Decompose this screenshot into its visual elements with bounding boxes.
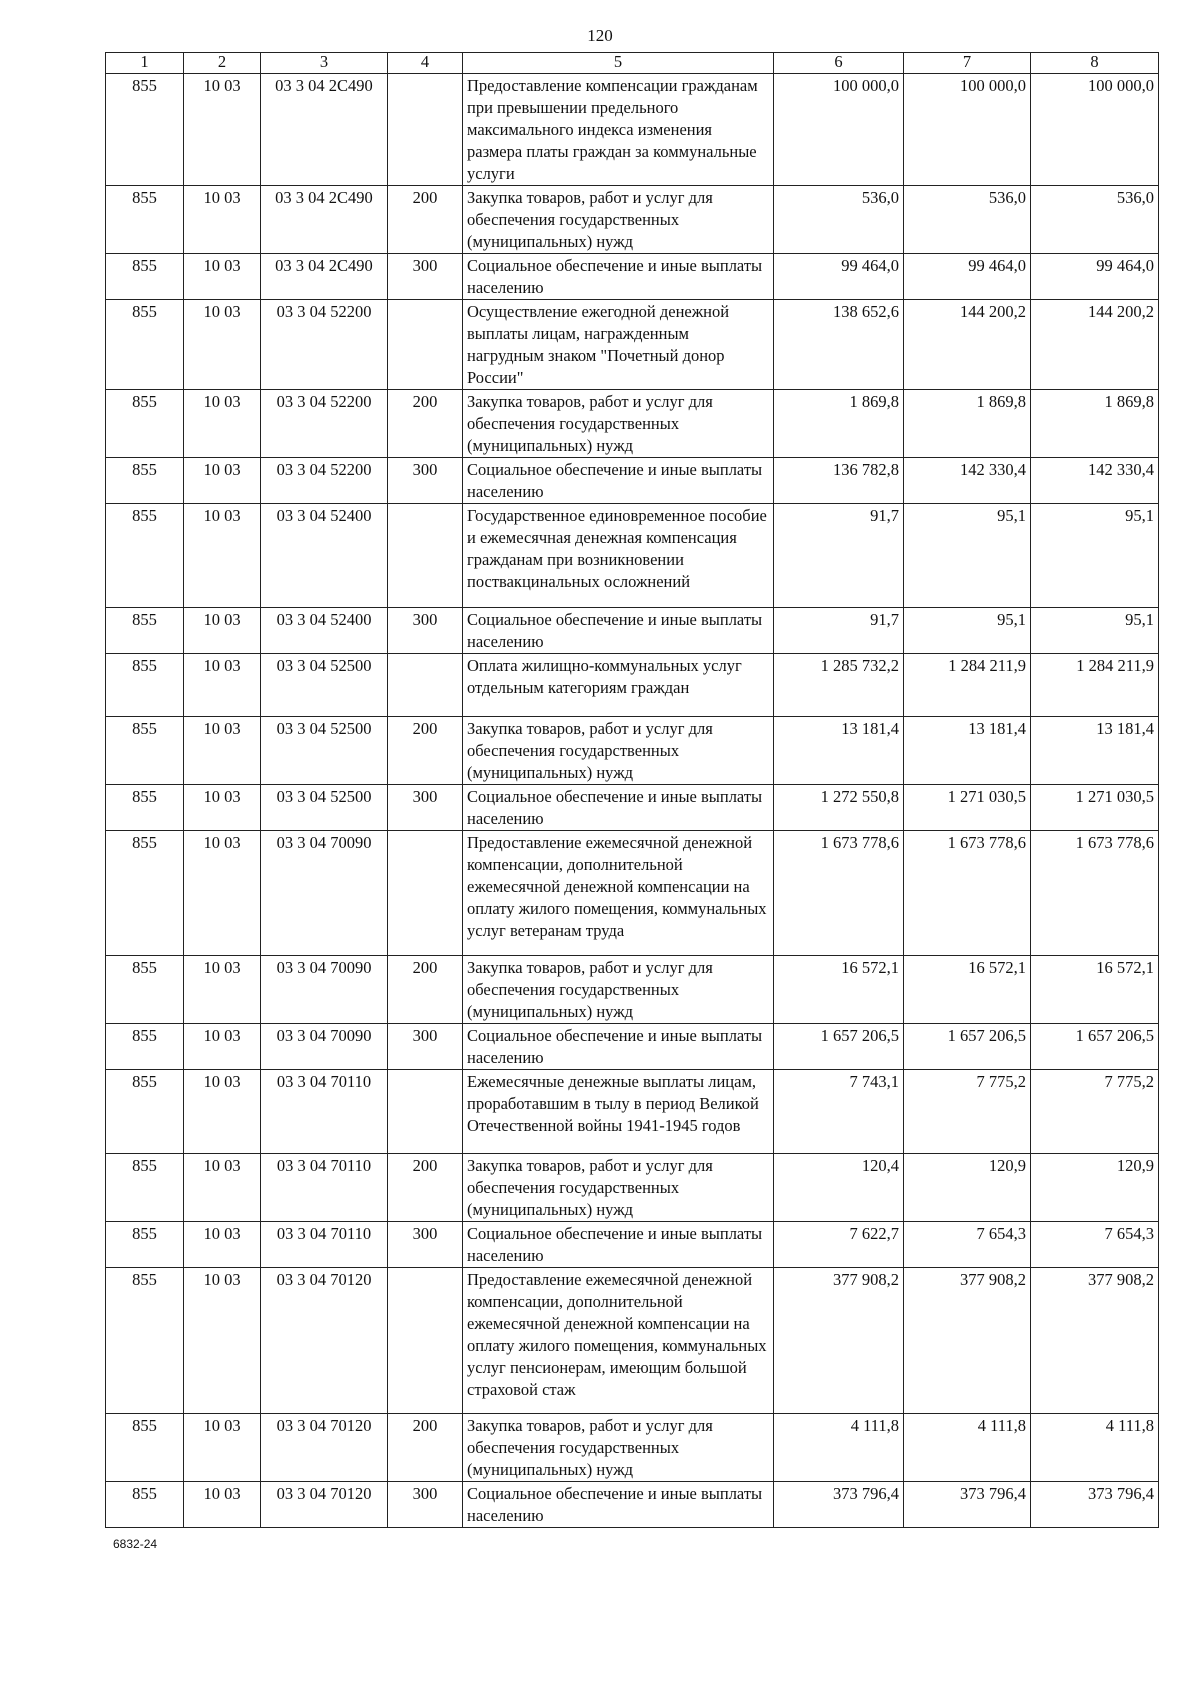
table-row — [106, 300, 1159, 390]
cell-admin-code: 855 — [106, 654, 184, 717]
cell-amount-year-2: 4 111,8 — [904, 1414, 1031, 1482]
document-code: 6832-24 — [113, 1537, 158, 1551]
cell-expense-type: 200 — [388, 1414, 463, 1482]
column-header-7: 7 — [904, 53, 1031, 74]
cell-expense-type: 300 — [388, 254, 463, 300]
cell-amount-year-2: 373 796,4 — [904, 1482, 1031, 1528]
table-row — [106, 654, 1159, 717]
cell-section-code: 10 03 — [184, 390, 261, 458]
cell-amount-year-3: 95,1 — [1031, 608, 1159, 654]
column-header-3: 3 — [261, 53, 388, 74]
cell-amount-year-3: 1 869,8 — [1031, 390, 1159, 458]
cell-description: Закупка товаров, работ и услуг для обеспечения государственных (муниципальных) нужд — [463, 956, 774, 1024]
cell-amount-year-1: 136 782,8 — [774, 458, 904, 504]
cell-target-article: 03 3 04 70090 — [261, 831, 388, 956]
table-row — [106, 1414, 1159, 1482]
cell-admin-code: 855 — [106, 1024, 184, 1070]
cell-amount-year-2: 377 908,2 — [904, 1268, 1031, 1414]
cell-amount-year-1: 138 652,6 — [774, 300, 904, 390]
cell-expense-type — [388, 1070, 463, 1154]
cell-target-article: 03 3 04 70120 — [261, 1268, 388, 1414]
cell-admin-code: 855 — [106, 1414, 184, 1482]
cell-amount-year-2: 536,0 — [904, 186, 1031, 254]
cell-expense-type: 300 — [388, 608, 463, 654]
cell-expense-type: 200 — [388, 390, 463, 458]
table-row — [106, 1154, 1159, 1222]
cell-description: Закупка товаров, работ и услуг для обеспечения государственных (муниципальных) нужд — [463, 1154, 774, 1222]
column-header-4: 4 — [388, 53, 463, 74]
cell-section-code: 10 03 — [184, 1482, 261, 1528]
cell-amount-year-3: 536,0 — [1031, 186, 1159, 254]
table-row — [106, 1222, 1159, 1268]
cell-amount-year-2: 1 271 030,5 — [904, 785, 1031, 831]
cell-amount-year-3: 1 271 030,5 — [1031, 785, 1159, 831]
cell-amount-year-3: 7 775,2 — [1031, 1070, 1159, 1154]
cell-admin-code: 855 — [106, 254, 184, 300]
cell-expense-type: 200 — [388, 186, 463, 254]
cell-section-code: 10 03 — [184, 504, 261, 608]
cell-amount-year-1: 536,0 — [774, 186, 904, 254]
cell-amount-year-1: 4 111,8 — [774, 1414, 904, 1482]
cell-admin-code: 855 — [106, 186, 184, 254]
table-row — [106, 831, 1159, 956]
budget-table — [105, 52, 1159, 1528]
cell-expense-type: 300 — [388, 785, 463, 831]
cell-amount-year-2: 95,1 — [904, 504, 1031, 608]
cell-admin-code: 855 — [106, 458, 184, 504]
cell-expense-type — [388, 504, 463, 608]
cell-section-code: 10 03 — [184, 1024, 261, 1070]
cell-amount-year-2: 1 673 778,6 — [904, 831, 1031, 956]
cell-admin-code: 855 — [106, 608, 184, 654]
cell-amount-year-2: 1 869,8 — [904, 390, 1031, 458]
cell-admin-code: 855 — [106, 390, 184, 458]
cell-description: Социальное обеспечение и иные выплаты населению — [463, 1482, 774, 1528]
cell-amount-year-2: 120,9 — [904, 1154, 1031, 1222]
cell-admin-code: 855 — [106, 1268, 184, 1414]
cell-target-article: 03 3 04 70110 — [261, 1222, 388, 1268]
cell-section-code: 10 03 — [184, 1268, 261, 1414]
cell-admin-code: 855 — [106, 1222, 184, 1268]
cell-amount-year-3: 99 464,0 — [1031, 254, 1159, 300]
cell-amount-year-2: 1 284 211,9 — [904, 654, 1031, 717]
column-header-1: 1 — [106, 53, 184, 74]
cell-admin-code: 855 — [106, 1070, 184, 1154]
cell-target-article: 03 3 04 70120 — [261, 1414, 388, 1482]
cell-admin-code: 855 — [106, 300, 184, 390]
cell-amount-year-3: 16 572,1 — [1031, 956, 1159, 1024]
cell-amount-year-1: 120,4 — [774, 1154, 904, 1222]
cell-amount-year-2: 99 464,0 — [904, 254, 1031, 300]
cell-description: Ежемесячные денежные выплаты лицам, проработавшим в тылу в период Великой Отечественной войны 1941-1945 годов — [463, 1070, 774, 1154]
cell-target-article: 03 3 04 52400 — [261, 608, 388, 654]
cell-description: Закупка товаров, работ и услуг для обеспечения государственных (муниципальных) нужд — [463, 186, 774, 254]
cell-amount-year-3: 142 330,4 — [1031, 458, 1159, 504]
cell-amount-year-2: 100 000,0 — [904, 74, 1031, 186]
cell-amount-year-1: 377 908,2 — [774, 1268, 904, 1414]
cell-description: Социальное обеспечение и иные выплаты населению — [463, 254, 774, 300]
cell-section-code: 10 03 — [184, 717, 261, 785]
column-header-8: 8 — [1031, 53, 1159, 74]
cell-amount-year-3: 144 200,2 — [1031, 300, 1159, 390]
cell-target-article: 03 3 04 52200 — [261, 390, 388, 458]
cell-section-code: 10 03 — [184, 300, 261, 390]
table-row — [106, 390, 1159, 458]
cell-target-article: 03 3 04 52500 — [261, 785, 388, 831]
cell-target-article: 03 3 04 52500 — [261, 654, 388, 717]
cell-section-code: 10 03 — [184, 608, 261, 654]
cell-section-code: 10 03 — [184, 458, 261, 504]
cell-amount-year-1: 7 622,7 — [774, 1222, 904, 1268]
cell-amount-year-3: 120,9 — [1031, 1154, 1159, 1222]
cell-amount-year-3: 4 111,8 — [1031, 1414, 1159, 1482]
header-row — [106, 53, 1159, 74]
cell-target-article: 03 3 04 52200 — [261, 300, 388, 390]
cell-description: Осуществление ежегодной денежной выплаты лицам, награжденным нагрудным знаком "Почетный донор России" — [463, 300, 774, 390]
cell-section-code: 10 03 — [184, 1154, 261, 1222]
cell-target-article: 03 3 04 2C490 — [261, 74, 388, 186]
cell-amount-year-2: 95,1 — [904, 608, 1031, 654]
cell-section-code: 10 03 — [184, 74, 261, 186]
cell-expense-type: 300 — [388, 1222, 463, 1268]
cell-expense-type: 300 — [388, 1024, 463, 1070]
cell-description: Предоставление компенсации гражданам при превышении предельного максимального индекса изменения размера платы граждан за коммунальные услуги — [463, 74, 774, 186]
cell-expense-type: 200 — [388, 1154, 463, 1222]
cell-amount-year-3: 7 654,3 — [1031, 1222, 1159, 1268]
table-row — [106, 458, 1159, 504]
cell-amount-year-3: 95,1 — [1031, 504, 1159, 608]
cell-description: Закупка товаров, работ и услуг для обеспечения государственных (муниципальных) нужд — [463, 390, 774, 458]
cell-section-code: 10 03 — [184, 1222, 261, 1268]
cell-amount-year-1: 1 673 778,6 — [774, 831, 904, 956]
cell-amount-year-2: 16 572,1 — [904, 956, 1031, 1024]
column-header-6: 6 — [774, 53, 904, 74]
cell-amount-year-1: 13 181,4 — [774, 717, 904, 785]
table-row — [106, 608, 1159, 654]
cell-admin-code: 855 — [106, 1482, 184, 1528]
table-row — [106, 956, 1159, 1024]
cell-target-article: 03 3 04 52500 — [261, 717, 388, 785]
cell-expense-type — [388, 831, 463, 956]
cell-amount-year-1: 1 272 550,8 — [774, 785, 904, 831]
cell-target-article: 03 3 04 70110 — [261, 1154, 388, 1222]
cell-description: Социальное обеспечение и иные выплаты населению — [463, 785, 774, 831]
cell-description: Социальное обеспечение и иные выплаты населению — [463, 458, 774, 504]
cell-admin-code: 855 — [106, 831, 184, 956]
table-row — [106, 1024, 1159, 1070]
cell-expense-type — [388, 300, 463, 390]
cell-amount-year-1: 16 572,1 — [774, 956, 904, 1024]
cell-section-code: 10 03 — [184, 1070, 261, 1154]
cell-description: Закупка товаров, работ и услуг для обеспечения государственных (муниципальных) нужд — [463, 1414, 774, 1482]
cell-section-code: 10 03 — [184, 654, 261, 717]
cell-expense-type: 300 — [388, 1482, 463, 1528]
cell-target-article: 03 3 04 2C490 — [261, 254, 388, 300]
table-row — [106, 785, 1159, 831]
cell-admin-code: 855 — [106, 1154, 184, 1222]
cell-amount-year-2: 7 654,3 — [904, 1222, 1031, 1268]
cell-target-article: 03 3 04 70090 — [261, 1024, 388, 1070]
cell-target-article: 03 3 04 2C490 — [261, 186, 388, 254]
table-row — [106, 1268, 1159, 1414]
cell-section-code: 10 03 — [184, 1414, 261, 1482]
cell-description: Государственное единовременное пособие и ежемесячная денежная компенсация гражданам при возникновении поствакцинальных осложнений — [463, 504, 774, 608]
column-header-2: 2 — [184, 53, 261, 74]
table-row — [106, 186, 1159, 254]
cell-target-article: 03 3 04 70120 — [261, 1482, 388, 1528]
table-row — [106, 504, 1159, 608]
table-body — [106, 74, 1159, 1528]
cell-admin-code: 855 — [106, 717, 184, 785]
page-number: 120 — [587, 26, 613, 45]
cell-section-code: 10 03 — [184, 186, 261, 254]
cell-section-code: 10 03 — [184, 785, 261, 831]
cell-amount-year-3: 1 673 778,6 — [1031, 831, 1159, 956]
cell-description: Оплата жилищно-коммунальных услуг отдельным категориям граждан — [463, 654, 774, 717]
cell-admin-code: 855 — [106, 956, 184, 1024]
cell-amount-year-3: 1 657 206,5 — [1031, 1024, 1159, 1070]
cell-amount-year-1: 100 000,0 — [774, 74, 904, 186]
table-row — [106, 1482, 1159, 1528]
cell-amount-year-2: 1 657 206,5 — [904, 1024, 1031, 1070]
cell-section-code: 10 03 — [184, 254, 261, 300]
cell-description: Предоставление ежемесячной денежной компенсации, дополнительной ежемесячной денежной компенсации на оплату жилого помещения, коммунальных услуг пенсионерам, имеющим большой страховой стаж — [463, 1268, 774, 1414]
cell-amount-year-1: 373 796,4 — [774, 1482, 904, 1528]
cell-target-article: 03 3 04 52400 — [261, 504, 388, 608]
cell-expense-type: 200 — [388, 717, 463, 785]
cell-description: Социальное обеспечение и иные выплаты населению — [463, 608, 774, 654]
cell-amount-year-3: 13 181,4 — [1031, 717, 1159, 785]
cell-amount-year-1: 91,7 — [774, 504, 904, 608]
cell-amount-year-1: 1 869,8 — [774, 390, 904, 458]
cell-expense-type: 300 — [388, 458, 463, 504]
cell-amount-year-3: 373 796,4 — [1031, 1482, 1159, 1528]
cell-amount-year-1: 99 464,0 — [774, 254, 904, 300]
cell-expense-type — [388, 1268, 463, 1414]
cell-section-code: 10 03 — [184, 831, 261, 956]
cell-amount-year-1: 91,7 — [774, 608, 904, 654]
cell-target-article: 03 3 04 70110 — [261, 1070, 388, 1154]
cell-admin-code: 855 — [106, 785, 184, 831]
cell-expense-type — [388, 654, 463, 717]
cell-amount-year-2: 144 200,2 — [904, 300, 1031, 390]
cell-expense-type: 200 — [388, 956, 463, 1024]
table-row — [106, 254, 1159, 300]
column-header-5: 5 — [463, 53, 774, 74]
cell-admin-code: 855 — [106, 504, 184, 608]
cell-amount-year-2: 13 181,4 — [904, 717, 1031, 785]
table-row — [106, 74, 1159, 186]
cell-amount-year-3: 1 284 211,9 — [1031, 654, 1159, 717]
cell-amount-year-3: 100 000,0 — [1031, 74, 1159, 186]
cell-target-article: 03 3 04 52200 — [261, 458, 388, 504]
cell-description: Закупка товаров, работ и услуг для обеспечения государственных (муниципальных) нужд — [463, 717, 774, 785]
table-row — [106, 1070, 1159, 1154]
cell-admin-code: 855 — [106, 74, 184, 186]
cell-amount-year-2: 7 775,2 — [904, 1070, 1031, 1154]
cell-amount-year-2: 142 330,4 — [904, 458, 1031, 504]
cell-description: Социальное обеспечение и иные выплаты населению — [463, 1024, 774, 1070]
cell-amount-year-1: 7 743,1 — [774, 1070, 904, 1154]
cell-amount-year-3: 377 908,2 — [1031, 1268, 1159, 1414]
cell-expense-type — [388, 74, 463, 186]
cell-target-article: 03 3 04 70090 — [261, 956, 388, 1024]
cell-amount-year-1: 1 657 206,5 — [774, 1024, 904, 1070]
cell-section-code: 10 03 — [184, 956, 261, 1024]
cell-amount-year-1: 1 285 732,2 — [774, 654, 904, 717]
cell-description: Предоставление ежемесячной денежной компенсации, дополнительной ежемесячной денежной компенсации на оплату жилого помещения, коммунальных услуг ветеранам труда — [463, 831, 774, 956]
cell-description: Социальное обеспечение и иные выплаты населению — [463, 1222, 774, 1268]
table-row — [106, 717, 1159, 785]
